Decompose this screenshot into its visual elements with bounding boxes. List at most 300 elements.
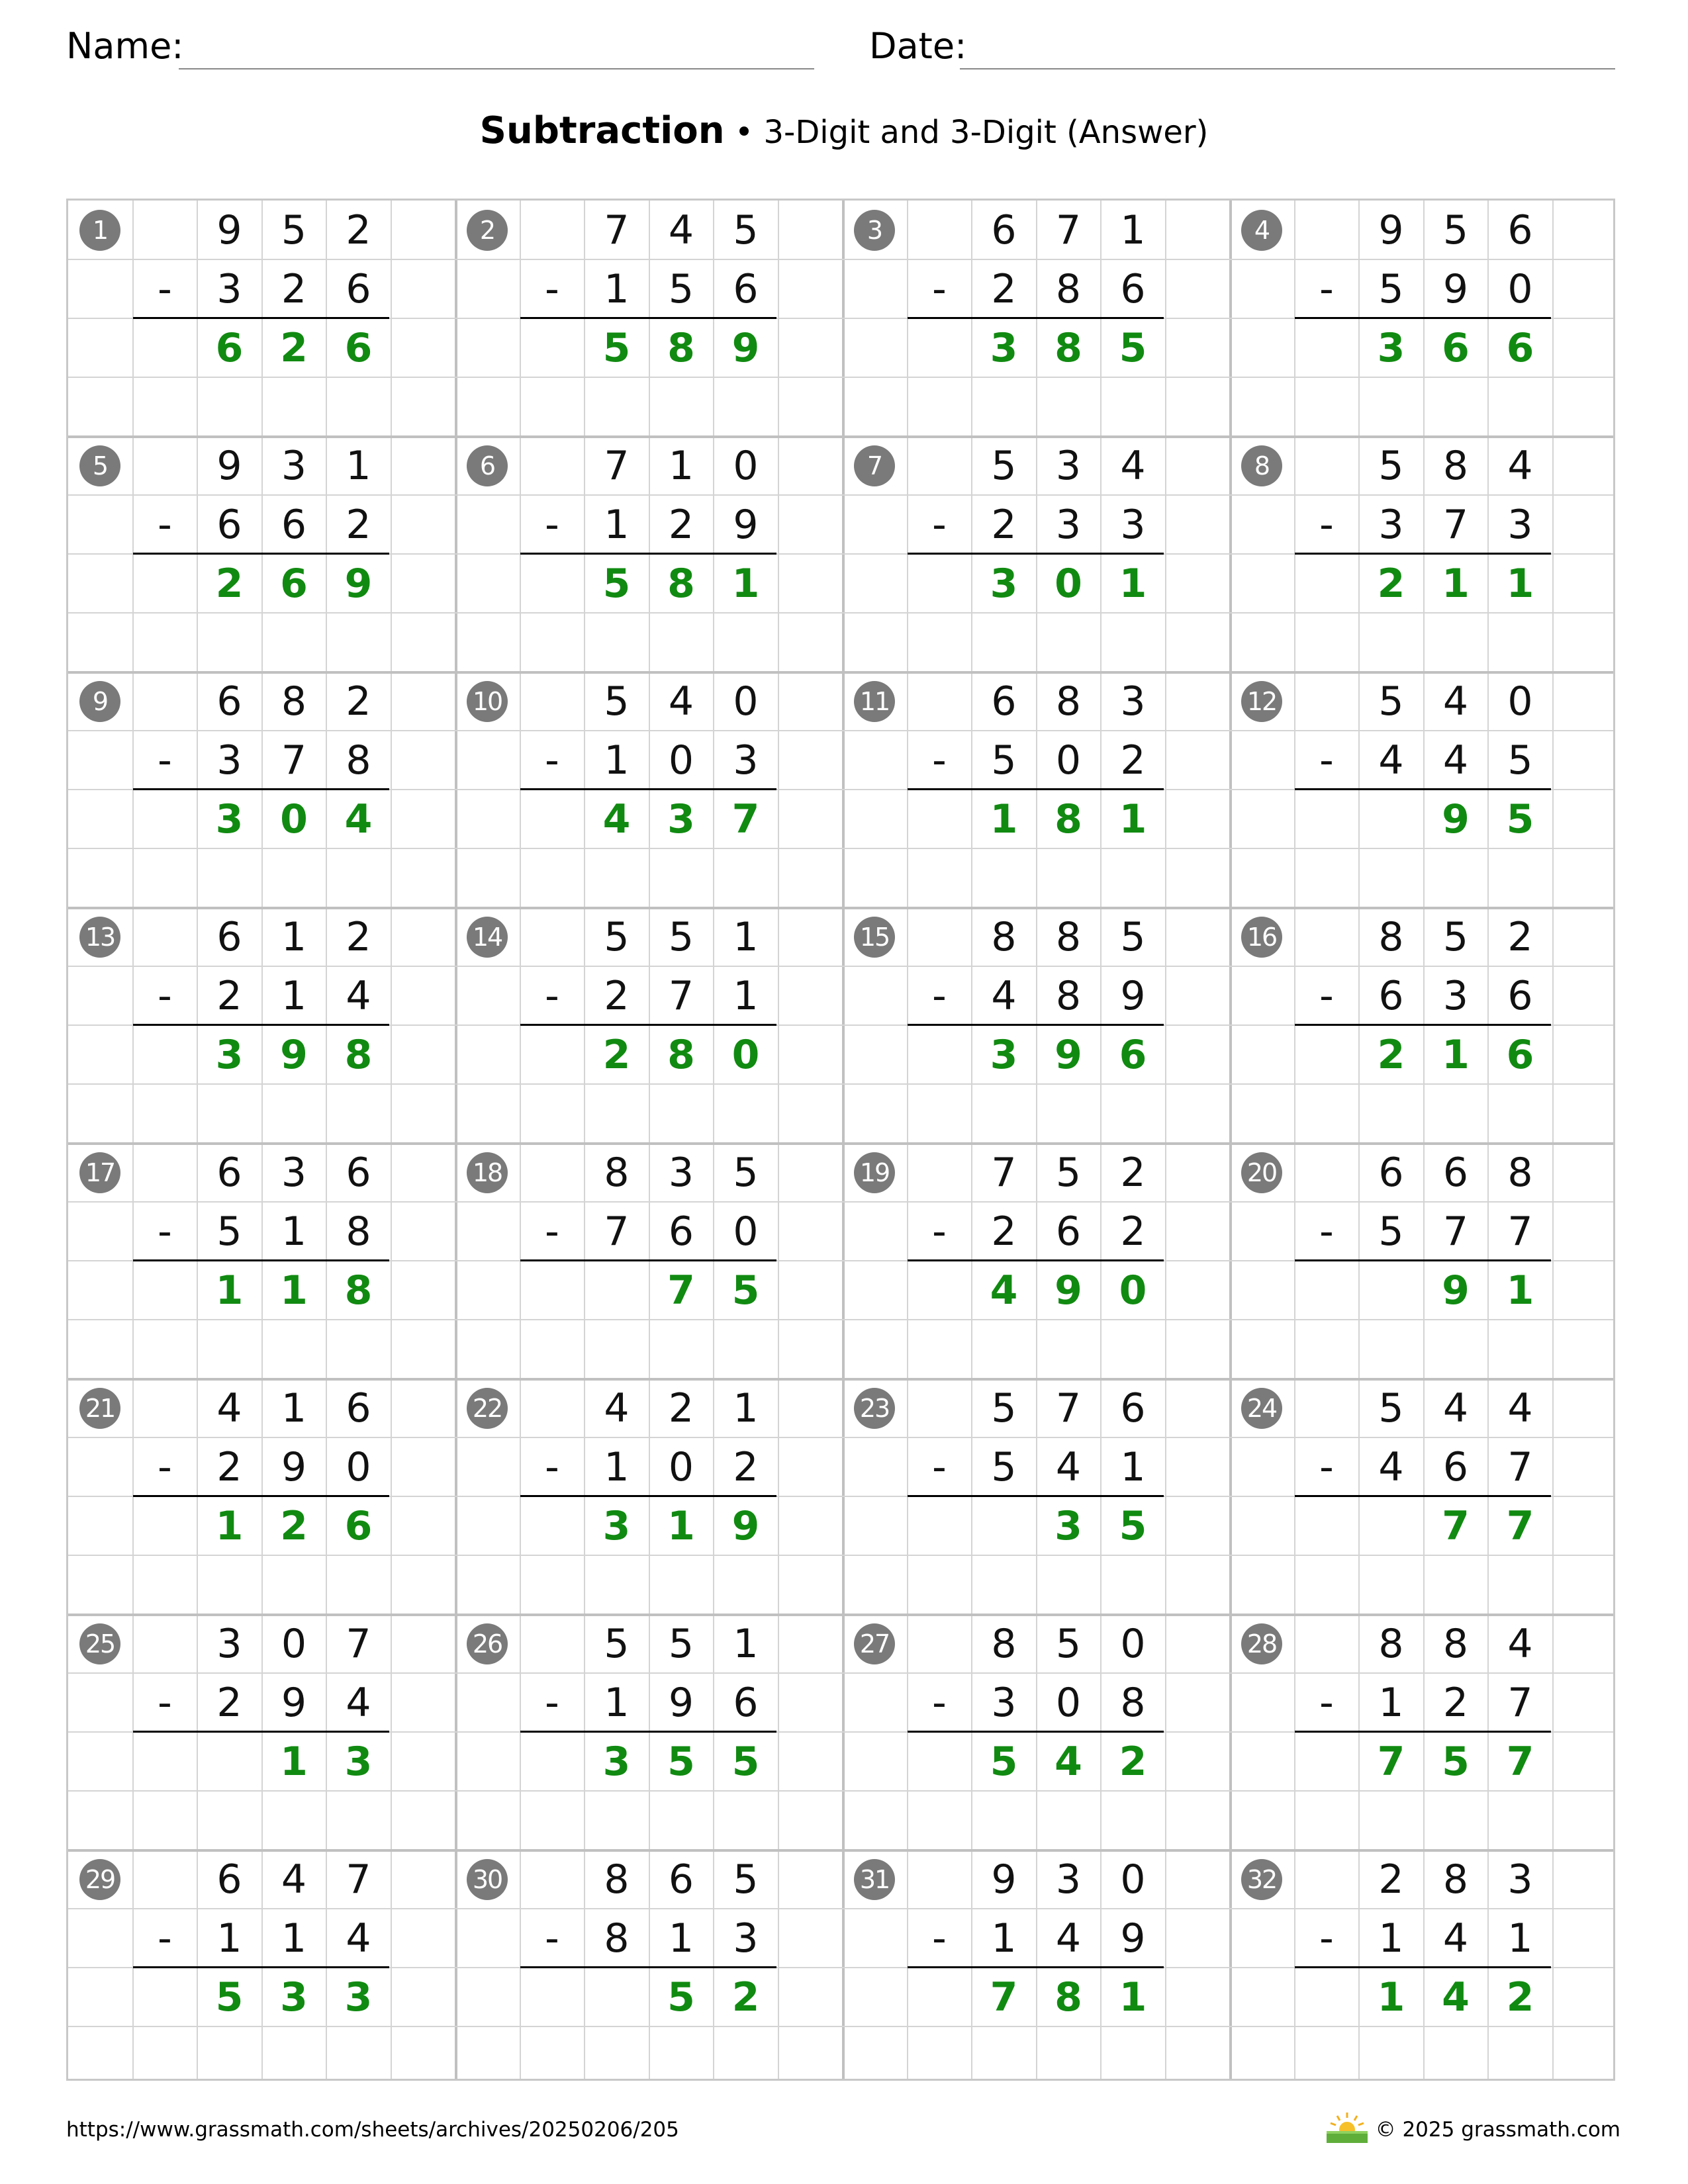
name-field[interactable] bbox=[179, 68, 814, 69]
problem-number-badge: 6 bbox=[467, 445, 508, 486]
minuend-digit: 3 bbox=[216, 1620, 242, 1667]
minuend-digit: 1 bbox=[281, 913, 307, 960]
subtrahend-digit: 2 bbox=[346, 501, 371, 548]
answer-digit: 9 bbox=[1442, 796, 1470, 842]
minus-sign: - bbox=[545, 1443, 559, 1490]
minuend-digit: 6 bbox=[216, 678, 242, 725]
answer-digit: 1 bbox=[667, 1502, 695, 1549]
minuend-digit: 5 bbox=[1120, 913, 1146, 960]
minuend-digit: 7 bbox=[346, 1856, 371, 1903]
subtrahend-digit: 7 bbox=[1442, 501, 1469, 548]
minuend-digit: 6 bbox=[216, 1856, 242, 1903]
answer-digit: 2 bbox=[1377, 1031, 1405, 1078]
title-subtitle: • 3-Digit and 3-Digit (Answer) bbox=[724, 114, 1209, 151]
problem-number-badge: 30 bbox=[467, 1859, 508, 1900]
minus-sign: - bbox=[932, 1443, 947, 1490]
minus-sign: - bbox=[1319, 265, 1334, 312]
subtrahend-digit: 4 bbox=[346, 1915, 371, 1962]
answer-digit: 6 bbox=[1442, 324, 1470, 371]
answer-digit: 4 bbox=[990, 1267, 1018, 1314]
subtrahend-digit: 1 bbox=[1507, 1915, 1533, 1962]
problem-number-badge: 3 bbox=[854, 210, 895, 251]
grid-line bbox=[1229, 201, 1232, 2079]
subtrahend-digit: 9 bbox=[1120, 1915, 1146, 1962]
subtrahend-digit: 5 bbox=[991, 1443, 1017, 1490]
answer-digit: 5 bbox=[1119, 324, 1147, 371]
subtrahend-digit: 5 bbox=[991, 737, 1017, 784]
minuend-digit: 8 bbox=[1442, 442, 1469, 489]
minus-sign: - bbox=[158, 1208, 172, 1255]
minuend-digit: 3 bbox=[281, 1149, 307, 1196]
problem-number-badge: 10 bbox=[467, 681, 508, 722]
problem-number-badge: 12 bbox=[1241, 681, 1282, 722]
answer-digit: 3 bbox=[990, 1031, 1018, 1078]
subtrahend-digit: 8 bbox=[1055, 265, 1082, 312]
answer-digit: 3 bbox=[990, 324, 1018, 371]
answer-digit: 7 bbox=[1442, 1502, 1470, 1549]
problem-number-badge: 11 bbox=[854, 681, 895, 722]
answer-digit: 7 bbox=[667, 1267, 695, 1314]
subtrahend-digit: 3 bbox=[216, 737, 242, 784]
answer-digit: 9 bbox=[731, 324, 760, 371]
minus-sign: - bbox=[158, 265, 172, 312]
subtrahend-digit: 6 bbox=[733, 1679, 759, 1726]
minuend-digit: 5 bbox=[1442, 913, 1469, 960]
answer-digit: 6 bbox=[1119, 1031, 1147, 1078]
minuend-digit: 4 bbox=[1507, 1620, 1533, 1667]
minus-sign: - bbox=[932, 1679, 947, 1726]
subtrahend-digit: 1 bbox=[281, 972, 307, 1019]
answer-digit: 8 bbox=[1055, 796, 1082, 842]
date-field[interactable] bbox=[960, 68, 1615, 69]
problem-number-badge: 23 bbox=[854, 1388, 895, 1429]
minuend-digit: 6 bbox=[346, 1385, 371, 1432]
subtrahend-digit: 3 bbox=[216, 265, 242, 312]
answer-digit: 6 bbox=[1506, 324, 1534, 371]
grid-line bbox=[520, 201, 521, 2079]
answer-digit: 8 bbox=[667, 560, 695, 607]
problem-number-badge: 14 bbox=[467, 917, 508, 958]
minuend-digit: 5 bbox=[1378, 1385, 1404, 1432]
minuend-digit: 7 bbox=[1055, 1385, 1082, 1432]
subtrahend-digit: 1 bbox=[604, 1443, 630, 1490]
subtrahend-digit: 2 bbox=[216, 1679, 242, 1726]
minuend-digit: 8 bbox=[991, 913, 1017, 960]
subtrahend-digit: 0 bbox=[668, 1443, 694, 1490]
minuend-digit: 5 bbox=[1378, 678, 1404, 725]
grid-line bbox=[132, 201, 134, 2079]
answer-digit: 1 bbox=[215, 1502, 244, 1549]
problem-number-badge: 9 bbox=[79, 681, 120, 722]
answer-digit: 3 bbox=[602, 1502, 631, 1549]
minuend-digit: 5 bbox=[604, 913, 630, 960]
date-label: Date: bbox=[869, 25, 967, 67]
minuend-digit: 8 bbox=[1055, 678, 1082, 725]
subtrahend-digit: 2 bbox=[216, 1443, 242, 1490]
minus-sign: - bbox=[1319, 737, 1334, 784]
minuend-digit: 0 bbox=[1120, 1620, 1146, 1667]
answer-digit: 9 bbox=[731, 1502, 760, 1549]
minuend-digit: 8 bbox=[1507, 1149, 1533, 1196]
subtrahend-digit: 9 bbox=[733, 501, 759, 548]
minuend-digit: 8 bbox=[1055, 913, 1082, 960]
answer-digit: 6 bbox=[344, 1502, 373, 1549]
minus-sign: - bbox=[1319, 1679, 1334, 1726]
minuend-digit: 7 bbox=[604, 206, 630, 253]
minuend-digit: 4 bbox=[604, 1385, 630, 1432]
minuend-digit: 5 bbox=[668, 1620, 694, 1667]
subtrahend-digit: 3 bbox=[1507, 501, 1533, 548]
grid-line bbox=[907, 201, 908, 2079]
subtrahend-digit: 5 bbox=[216, 1208, 242, 1255]
subtrahend-digit: 6 bbox=[281, 501, 307, 548]
subtrahend-digit: 2 bbox=[1120, 1208, 1146, 1255]
answer-digit: 7 bbox=[1377, 1738, 1405, 1785]
subtrahend-digit: 4 bbox=[1055, 1443, 1082, 1490]
subtrahend-digit: 1 bbox=[668, 1915, 694, 1962]
problem-number-badge: 1 bbox=[79, 210, 120, 251]
answer-digit: 1 bbox=[215, 1267, 244, 1314]
answer-digit: 0 bbox=[1055, 560, 1082, 607]
subtrahend-digit: 6 bbox=[733, 265, 759, 312]
subtrahend-digit: 1 bbox=[216, 1915, 242, 1962]
answer-digit: 0 bbox=[731, 1031, 760, 1078]
problem-number-badge: 32 bbox=[1241, 1859, 1282, 1900]
answer-digit: 9 bbox=[1442, 1267, 1470, 1314]
answer-digit: 3 bbox=[602, 1738, 631, 1785]
answer-digit: 3 bbox=[215, 1031, 244, 1078]
minuend-digit: 9 bbox=[1378, 206, 1404, 253]
minuend-digit: 5 bbox=[1442, 206, 1469, 253]
minuend-digit: 2 bbox=[1120, 1149, 1146, 1196]
problem-number-badge: 27 bbox=[854, 1623, 895, 1664]
minuend-digit: 3 bbox=[1055, 442, 1082, 489]
subtrahend-digit: 4 bbox=[1055, 1915, 1082, 1962]
problem-number-badge: 20 bbox=[1241, 1152, 1282, 1193]
answer-digit: 3 bbox=[1377, 324, 1405, 371]
subtrahend-digit: 2 bbox=[1120, 737, 1146, 784]
worksheet-title bbox=[0, 105, 1688, 159]
answer-digit: 8 bbox=[1055, 324, 1082, 371]
minus-sign: - bbox=[158, 1679, 172, 1726]
minus-sign: - bbox=[932, 972, 947, 1019]
answer-digit: 3 bbox=[1055, 1502, 1082, 1549]
minus-sign: - bbox=[545, 1208, 559, 1255]
minuend-digit: 1 bbox=[1120, 206, 1146, 253]
minus-sign: - bbox=[158, 1443, 172, 1490]
subtrahend-digit: 5 bbox=[1507, 737, 1533, 784]
minuend-digit: 3 bbox=[1507, 1856, 1533, 1903]
subtrahend-digit: 0 bbox=[1055, 737, 1082, 784]
problem-number-badge: 29 bbox=[79, 1859, 120, 1900]
answer-digit: 3 bbox=[990, 560, 1018, 607]
minuend-digit: 5 bbox=[1378, 442, 1404, 489]
minuend-digit: 6 bbox=[991, 678, 1017, 725]
minus-sign: - bbox=[932, 501, 947, 548]
minuend-digit: 6 bbox=[1507, 206, 1533, 253]
subtrahend-digit: 7 bbox=[1507, 1443, 1533, 1490]
answer-digit: 5 bbox=[667, 1738, 695, 1785]
minuend-digit: 2 bbox=[346, 913, 371, 960]
minuend-digit: 2 bbox=[1378, 1856, 1404, 1903]
minuend-digit: 7 bbox=[346, 1620, 371, 1667]
answer-digit: 5 bbox=[1442, 1738, 1470, 1785]
answer-digit: 1 bbox=[1442, 560, 1470, 607]
subtrahend-digit: 5 bbox=[1378, 265, 1404, 312]
minus-sign: - bbox=[545, 501, 559, 548]
minuend-digit: 8 bbox=[281, 678, 307, 725]
subtrahend-digit: 3 bbox=[733, 737, 759, 784]
minus-sign: - bbox=[932, 1208, 947, 1255]
minuend-digit: 6 bbox=[1442, 1149, 1469, 1196]
subtrahend-digit: 3 bbox=[1120, 501, 1146, 548]
minus-sign: - bbox=[158, 501, 172, 548]
problem-number-badge: 16 bbox=[1241, 917, 1282, 958]
minuend-digit: 7 bbox=[604, 442, 630, 489]
minuend-digit: 6 bbox=[1378, 1149, 1404, 1196]
minus-sign: - bbox=[932, 265, 947, 312]
answer-digit: 7 bbox=[990, 1974, 1018, 2021]
subtrahend-digit: 4 bbox=[1442, 737, 1469, 784]
minuend-digit: 8 bbox=[604, 1149, 630, 1196]
grass-sun-logo-icon bbox=[1324, 2111, 1370, 2144]
minuend-digit: 4 bbox=[216, 1385, 242, 1432]
minuend-digit: 4 bbox=[668, 678, 694, 725]
subtrahend-digit: 2 bbox=[733, 1443, 759, 1490]
answer-digit: 9 bbox=[1055, 1267, 1082, 1314]
minuend-digit: 4 bbox=[1507, 442, 1533, 489]
minuend-digit: 8 bbox=[604, 1856, 630, 1903]
minuend-digit: 4 bbox=[1507, 1385, 1533, 1432]
answer-digit: 5 bbox=[667, 1974, 695, 2021]
subtrahend-digit: 0 bbox=[668, 737, 694, 784]
problem-number-badge: 24 bbox=[1241, 1388, 1282, 1429]
answer-digit: 6 bbox=[215, 324, 244, 371]
subtrahend-digit: 4 bbox=[346, 1679, 371, 1726]
subtrahend-digit: 6 bbox=[1120, 265, 1146, 312]
subtrahend-digit: 7 bbox=[668, 972, 694, 1019]
minuend-digit: 7 bbox=[991, 1149, 1017, 1196]
subtrahend-digit: 8 bbox=[1055, 972, 1082, 1019]
answer-digit: 1 bbox=[280, 1267, 308, 1314]
subtrahend-digit: 1 bbox=[604, 737, 630, 784]
problem-number-badge: 5 bbox=[79, 445, 120, 486]
problem-grid bbox=[66, 199, 1615, 2081]
minuend-digit: 9 bbox=[216, 442, 242, 489]
answer-digit: 1 bbox=[1119, 796, 1147, 842]
minuend-digit: 1 bbox=[733, 1620, 759, 1667]
minuend-digit: 3 bbox=[1055, 1856, 1082, 1903]
answer-digit: 1 bbox=[1119, 1974, 1147, 2021]
answer-digit: 2 bbox=[602, 1031, 631, 1078]
minuend-digit: 6 bbox=[346, 1149, 371, 1196]
answer-digit: 8 bbox=[344, 1031, 373, 1078]
answer-digit: 8 bbox=[344, 1267, 373, 1314]
minuend-digit: 8 bbox=[1442, 1856, 1469, 1903]
problem-number-badge: 7 bbox=[854, 445, 895, 486]
answer-digit: 2 bbox=[280, 324, 308, 371]
minuend-digit: 5 bbox=[668, 913, 694, 960]
answer-digit: 4 bbox=[344, 796, 373, 842]
answer-digit: 3 bbox=[344, 1974, 373, 2021]
minuend-digit: 4 bbox=[1442, 678, 1469, 725]
subtrahend-digit: 1 bbox=[604, 265, 630, 312]
answer-digit: 1 bbox=[1442, 1031, 1470, 1078]
minuend-digit: 5 bbox=[281, 206, 307, 253]
subtrahend-digit: 7 bbox=[1442, 1208, 1469, 1255]
problem-number-badge: 8 bbox=[1241, 445, 1282, 486]
problem-number-badge: 19 bbox=[854, 1152, 895, 1193]
problem-number-badge: 13 bbox=[79, 917, 120, 958]
minuend-digit: 4 bbox=[1442, 1385, 1469, 1432]
subtrahend-digit: 3 bbox=[733, 1915, 759, 1962]
minuend-digit: 8 bbox=[1378, 913, 1404, 960]
subtrahend-digit: 9 bbox=[668, 1679, 694, 1726]
minus-sign: - bbox=[545, 972, 559, 1019]
subtrahend-digit: 6 bbox=[1055, 1208, 1082, 1255]
minuend-digit: 6 bbox=[668, 1856, 694, 1903]
problem-number-badge: 31 bbox=[854, 1859, 895, 1900]
subtrahend-digit: 6 bbox=[668, 1208, 694, 1255]
minuend-digit: 1 bbox=[668, 442, 694, 489]
problem-number-badge: 17 bbox=[79, 1152, 120, 1193]
answer-digit: 7 bbox=[1506, 1738, 1534, 1785]
minuend-digit: 1 bbox=[346, 442, 371, 489]
minus-sign: - bbox=[1319, 1915, 1334, 1962]
subtrahend-digit: 1 bbox=[604, 1679, 630, 1726]
subtrahend-digit: 5 bbox=[668, 265, 694, 312]
subtrahend-digit: 6 bbox=[346, 265, 371, 312]
answer-digit: 5 bbox=[731, 1267, 760, 1314]
minuend-digit: 5 bbox=[1055, 1149, 1082, 1196]
grid-line bbox=[455, 201, 457, 2079]
answer-digit: 9 bbox=[1055, 1031, 1082, 1078]
subtrahend-digit: 3 bbox=[1055, 501, 1082, 548]
minuend-digit: 4 bbox=[668, 206, 694, 253]
problem-number-badge: 25 bbox=[79, 1623, 120, 1664]
answer-digit: 1 bbox=[1506, 1267, 1534, 1314]
answer-digit: 2 bbox=[1377, 560, 1405, 607]
problem-number-badge: 26 bbox=[467, 1623, 508, 1664]
minuend-digit: 5 bbox=[733, 1149, 759, 1196]
answer-digit: 0 bbox=[280, 796, 308, 842]
minuend-digit: 5 bbox=[733, 206, 759, 253]
minuend-digit: 6 bbox=[991, 206, 1017, 253]
answer-digit: 7 bbox=[1506, 1502, 1534, 1549]
minuend-digit: 5 bbox=[991, 442, 1017, 489]
answer-digit: 8 bbox=[667, 1031, 695, 1078]
minuend-digit: 0 bbox=[281, 1620, 307, 1667]
problem-number-badge: 15 bbox=[854, 917, 895, 958]
answer-digit: 5 bbox=[731, 1738, 760, 1785]
minuend-digit: 0 bbox=[733, 442, 759, 489]
subtrahend-digit: 1 bbox=[604, 501, 630, 548]
problem-number-badge: 21 bbox=[79, 1388, 120, 1429]
answer-digit: 1 bbox=[1506, 560, 1534, 607]
answer-digit: 5 bbox=[215, 1974, 244, 2021]
minuend-digit: 2 bbox=[1507, 913, 1533, 960]
problem-number-badge: 18 bbox=[467, 1152, 508, 1193]
subtrahend-digit: 7 bbox=[604, 1208, 630, 1255]
answer-digit: 1 bbox=[1377, 1974, 1405, 2021]
answer-digit: 1 bbox=[731, 560, 760, 607]
minus-sign: - bbox=[545, 265, 559, 312]
answer-digit: 4 bbox=[602, 796, 631, 842]
minus-sign: - bbox=[158, 737, 172, 784]
worksheet-header bbox=[0, 0, 1688, 73]
answer-digit: 2 bbox=[215, 560, 244, 607]
subtrahend-digit: 6 bbox=[216, 501, 242, 548]
answer-digit: 5 bbox=[602, 560, 631, 607]
minus-sign: - bbox=[545, 1679, 559, 1726]
answer-digit: 5 bbox=[1119, 1502, 1147, 1549]
name-label: Name: bbox=[66, 25, 184, 67]
answer-digit: 8 bbox=[667, 324, 695, 371]
subtrahend-digit: 1 bbox=[281, 1208, 307, 1255]
subtrahend-digit: 9 bbox=[281, 1443, 307, 1490]
minuend-digit: 5 bbox=[604, 678, 630, 725]
subtrahend-digit: 2 bbox=[1442, 1679, 1469, 1726]
footer-url[interactable]: https://www.grassmath.com/sheets/archives/20250206/205 bbox=[66, 2118, 679, 2142]
subtrahend-digit: 0 bbox=[733, 1208, 759, 1255]
answer-digit: 2 bbox=[1119, 1738, 1147, 1785]
problem-number-badge: 4 bbox=[1241, 210, 1282, 251]
subtrahend-digit: 2 bbox=[668, 501, 694, 548]
minuend-digit: 6 bbox=[216, 913, 242, 960]
minuend-digit: 1 bbox=[733, 913, 759, 960]
minuend-digit: 6 bbox=[216, 1149, 242, 1196]
answer-digit: 2 bbox=[731, 1974, 760, 2021]
answer-digit: 3 bbox=[215, 796, 244, 842]
subtrahend-digit: 2 bbox=[281, 265, 307, 312]
minus-sign: - bbox=[932, 737, 947, 784]
minuend-digit: 5 bbox=[991, 1385, 1017, 1432]
subtrahend-digit: 8 bbox=[346, 1208, 371, 1255]
minus-sign: - bbox=[158, 1915, 172, 1962]
subtrahend-digit: 1 bbox=[1378, 1915, 1404, 1962]
subtrahend-digit: 6 bbox=[1378, 972, 1404, 1019]
subtrahend-digit: 7 bbox=[1507, 1208, 1533, 1255]
minuend-digit: 5 bbox=[604, 1620, 630, 1667]
subtrahend-digit: 1 bbox=[733, 972, 759, 1019]
minus-sign: - bbox=[545, 1915, 559, 1962]
minuend-digit: 0 bbox=[1120, 1856, 1146, 1903]
minuend-digit: 6 bbox=[1120, 1385, 1146, 1432]
subtrahend-digit: 0 bbox=[1507, 265, 1533, 312]
subtrahend-digit: 2 bbox=[216, 972, 242, 1019]
answer-digit: 3 bbox=[667, 796, 695, 842]
answer-digit: 5 bbox=[1506, 796, 1534, 842]
minuend-digit: 2 bbox=[346, 678, 371, 725]
problem-number-badge: 28 bbox=[1241, 1623, 1282, 1664]
problem-number-badge: 22 bbox=[467, 1388, 508, 1429]
answer-digit: 3 bbox=[344, 1738, 373, 1785]
subtrahend-digit: 9 bbox=[281, 1679, 307, 1726]
minus-sign: - bbox=[1319, 1443, 1334, 1490]
answer-digit: 1 bbox=[990, 796, 1018, 842]
subtrahend-digit: 5 bbox=[1378, 1208, 1404, 1255]
subtrahend-digit: 3 bbox=[1378, 501, 1404, 548]
answer-digit: 2 bbox=[1506, 1974, 1534, 2021]
minuend-digit: 3 bbox=[668, 1149, 694, 1196]
subtrahend-digit: 8 bbox=[604, 1915, 630, 1962]
minus-sign: - bbox=[158, 972, 172, 1019]
minuend-digit: 5 bbox=[733, 1856, 759, 1903]
problem-number-badge: 2 bbox=[467, 210, 508, 251]
subtrahend-digit: 8 bbox=[346, 737, 371, 784]
subtrahend-digit: 4 bbox=[991, 972, 1017, 1019]
answer-digit: 6 bbox=[280, 560, 308, 607]
